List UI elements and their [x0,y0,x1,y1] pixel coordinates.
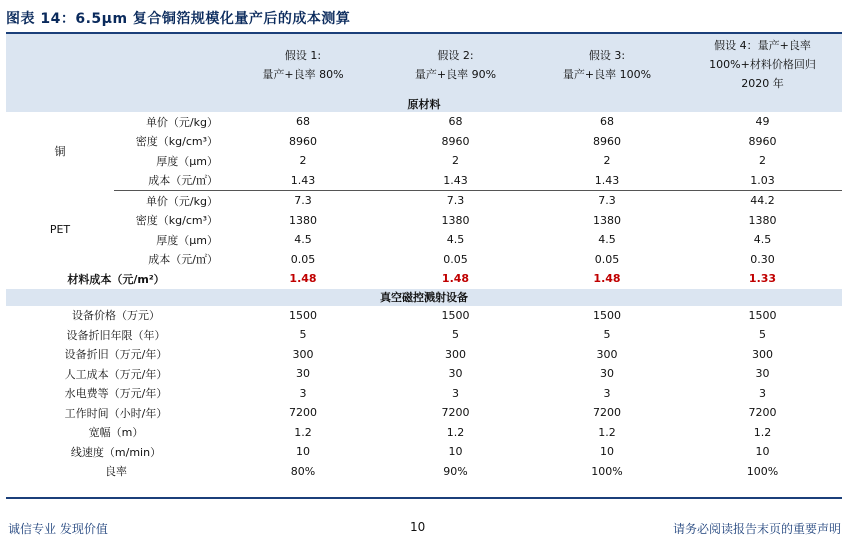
row-label: 线速度（m/min） [70,445,162,459]
row-label: 厚度（μm） [156,154,218,168]
cell: 5 [759,328,766,342]
header-scenario-3 [531,34,683,95]
page-number: 10 [410,520,426,534]
cell: 1.43 [380,171,531,191]
cell: 7.3 [294,194,312,208]
cell: 7200 [289,406,317,420]
footer-disclaimer: 请务必阅读报告末页的重要声明 [672,522,841,536]
cell: 3 [759,386,766,400]
cell: 1.43 [226,171,380,191]
table-row [6,364,842,384]
cell: 68 [600,115,614,129]
cell: 8960 [748,134,777,148]
cell: 5 [299,328,307,342]
cell: 5 [452,328,459,342]
cell: 7.3 [446,194,465,208]
header-scenario-1 [226,34,380,95]
cell: 300 [292,347,314,361]
cell: 1.2 [598,425,616,439]
cell: 0.30 [750,252,775,266]
cell: 8960 [593,134,621,148]
cell: 10 [755,445,770,459]
cell: 1.2 [294,425,312,439]
cell: 68 [448,115,463,129]
cell: 300 [596,347,618,361]
section-title: 真空磁控溅射设备 [6,289,842,306]
header-scenario-1-text: 假设 1: 量产+良率 80% [262,48,344,81]
cell: 30 [296,367,310,381]
bottom-divider [6,497,842,499]
cost-table [6,34,842,481]
cell: 0.05 [594,252,620,266]
table-row [6,306,842,326]
material-cost-value: 1.48 [289,272,317,286]
cell: 10 [448,445,463,459]
cell: 2 [603,154,611,168]
material-cost-value: 1.48 [441,272,470,286]
cell: 8960 [441,134,470,148]
table-row [6,151,842,171]
cell: 1500 [748,308,777,322]
cell: 3 [603,386,611,400]
cell: 68 [296,115,310,129]
section-raw-materials [6,95,842,112]
cell: 1500 [289,308,317,322]
cell: 49 [755,115,770,129]
row-label: 厚度（μm） [156,233,218,247]
cell: 4.5 [598,233,616,247]
cell: 7200 [748,406,777,420]
table-row [6,191,842,211]
cell: 1380 [289,213,317,227]
row-label: 良率 [105,465,127,479]
cell: 3 [452,386,459,400]
cell: 1.43 [531,171,683,191]
row-label: 设备折旧年限（年） [66,328,166,342]
row-label: 人工成本（万元/年） [64,367,168,381]
table-row [6,112,842,132]
cell: 8960 [289,134,317,148]
cell: 100% [746,464,779,478]
cell: 30 [755,367,770,381]
cell: 1.03 [683,171,842,191]
cell: 1500 [441,308,470,322]
footer-slogan: 诚信专业 发现价值 [8,522,108,536]
header-scenario-4 [683,34,842,95]
table-row [6,211,842,231]
header-scenario-4-text: 假设 4：量产+良率 100%+材料价格回归 2020 年 [709,39,816,90]
cell: 4.5 [446,233,465,247]
table-header-row [6,34,842,95]
cell: 1.2 [446,425,465,439]
table-row [6,132,842,152]
table-row [6,325,842,345]
row-label: 成本（元/㎡） [148,253,218,267]
section-title: 原材料 [6,95,842,112]
cell: 80% [290,464,316,478]
cell: 4.5 [294,233,312,247]
cell: 7.3 [598,194,616,208]
cell: 1380 [441,213,470,227]
group-copper: 铜 [54,145,66,159]
cell: 300 [752,347,773,361]
cell: 1380 [593,213,621,227]
row-label: 密度（kg/cm³） [135,214,218,228]
header-category [6,34,114,95]
header-scenario-3-text: 假设 3: 量产+良率 100% [562,48,652,81]
cell: 4.5 [753,233,772,247]
table-row [6,250,842,270]
group-pet: PET [49,223,71,237]
cell: 0.05 [290,252,316,266]
cell: 5 [603,328,611,342]
cell: 2 [299,154,307,168]
header-scenario-2 [380,34,531,95]
row-label: 设备折旧（万元/年） [64,348,168,362]
table-row [6,384,842,404]
table-row [6,171,842,191]
material-cost-row [6,269,842,289]
row-label: 设备价格（万元） [72,309,160,323]
section-equipment [6,289,842,306]
cell: 0.05 [443,252,468,266]
cell: 30 [448,367,463,381]
material-cost-value: 1.33 [748,272,777,286]
table-row [6,442,842,462]
cell: 2 [759,154,766,168]
row-label: 工作时间（小时/年） [64,406,168,420]
header-item [114,34,226,95]
cell: 3 [299,386,307,400]
cell: 100% [591,464,623,478]
table-row [6,423,842,443]
cell: 30 [600,367,614,381]
row-label: 单价（元/kg） [145,194,218,208]
table-row [6,403,842,423]
cell: 1.2 [753,425,772,439]
cell: 7200 [593,406,621,420]
cell: 1500 [593,308,621,322]
cell: 90% [443,464,468,478]
table-row [6,462,842,482]
cell: 44.2 [750,194,775,208]
cell: 7200 [441,406,470,420]
material-cost-label: 材料成本（元/m²） [67,272,165,286]
cell: 300 [445,347,466,361]
row-label: 密度（kg/cm³） [135,135,218,149]
row-label: 成本（元/㎡） [114,171,226,191]
header-scenario-2-text: 假设 2: 量产+良率 90% [414,48,497,81]
cell: 10 [600,445,614,459]
cell: 2 [452,154,459,168]
material-cost-value: 1.48 [593,272,621,286]
row-label: 单价（元/kg） [145,115,218,129]
row-label: 宽幅（m） [88,426,144,440]
table-row [6,345,842,365]
figure-title: 图表 14：6.5μm 复合铜箔规模化量产后的成本测算 [6,11,351,27]
cell: 10 [296,445,310,459]
cell: 1380 [748,213,777,227]
row-label: 水电费等（万元/年） [64,387,168,401]
table-row [6,230,842,250]
